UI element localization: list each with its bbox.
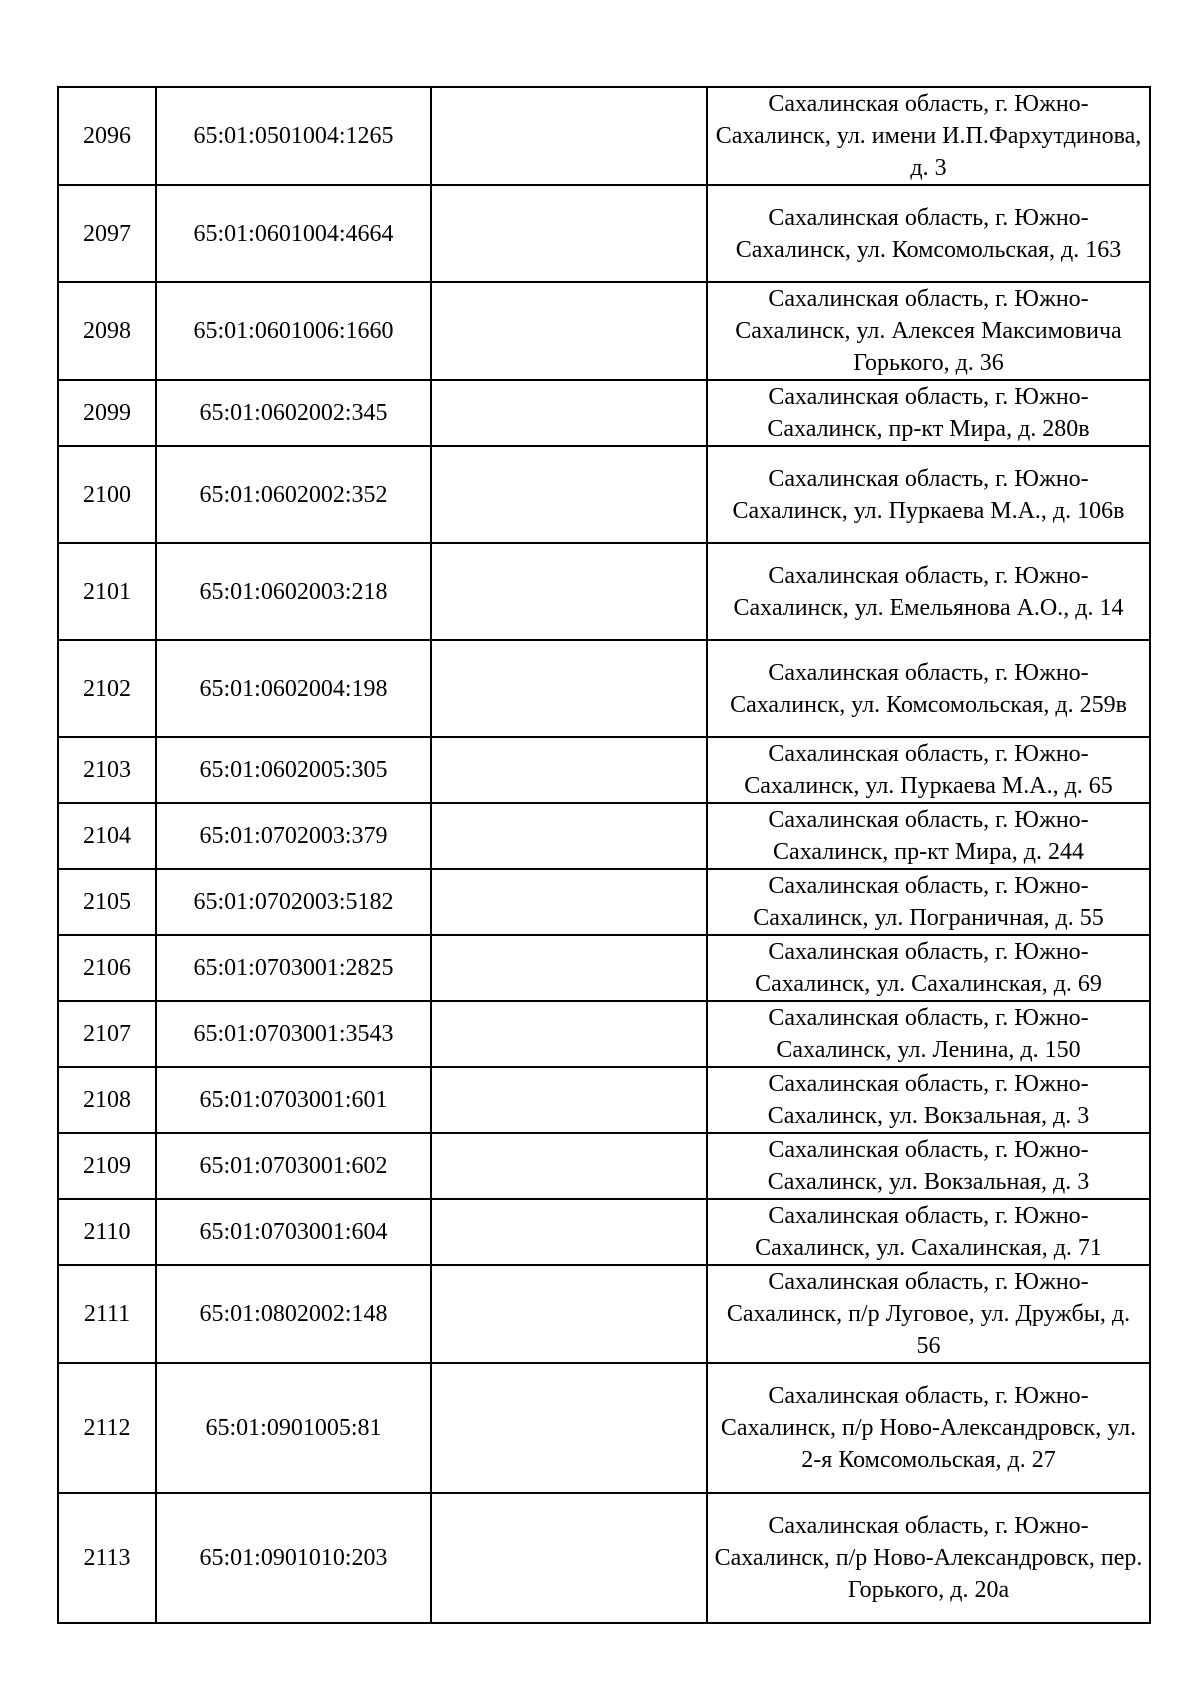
address: Сахалинская область, г. Южно-Сахалинск, п/р Ново-Александровск, пер. Горького, д. 20а (707, 1493, 1150, 1623)
table-row (58, 543, 1150, 640)
row-number: 2097 (58, 185, 156, 282)
address: Сахалинская область, г. Южно-Сахалинск, ул. Комсомольская, д. 163 (707, 185, 1150, 282)
address: Сахалинская область, г. Южно-Сахалинск, пр-кт Мира, д. 244 (707, 803, 1150, 869)
address: Сахалинская область, г. Южно-Сахалинск, ул. Ленина, д. 150 (707, 1001, 1150, 1067)
address: Сахалинская область, г. Южно-Сахалинск, пр-кт Мира, д. 280в (707, 380, 1150, 446)
row-number: 2111 (58, 1265, 156, 1363)
address: Сахалинская область, г. Южно-Сахалинск, ул. имени И.П.Фархутдинова, д. 3 (707, 87, 1150, 185)
cadastral-number: 65:01:0602003:218 (156, 543, 431, 640)
row-number: 2102 (58, 640, 156, 737)
table-row (58, 185, 1150, 282)
table-body (58, 87, 1150, 1623)
address: Сахалинская область, г. Южно-Сахалинск, ул. Вокзальная, д. 3 (707, 1067, 1150, 1133)
cadastral-number: 65:01:0602004:198 (156, 640, 431, 737)
cadastral-number: 65:01:0703001:2825 (156, 935, 431, 1001)
row-number: 2096 (58, 87, 156, 185)
empty-cell (431, 185, 707, 282)
address: Сахалинская область, г. Южно-Сахалинск, ул. Сахалинская, д. 71 (707, 1199, 1150, 1265)
table-row (58, 640, 1150, 737)
row-number: 2104 (58, 803, 156, 869)
cadastral-number: 65:01:0703001:604 (156, 1199, 431, 1265)
address: Сахалинская область, г. Южно-Сахалинск, ул. Пуркаева М.А., д. 106в (707, 446, 1150, 543)
cadastral-number: 65:01:0702003:5182 (156, 869, 431, 935)
address: Сахалинская область, г. Южно-Сахалинск, ул. Сахалинская, д. 69 (707, 935, 1150, 1001)
cadastral-number: 65:01:0501004:1265 (156, 87, 431, 185)
cadastral-number: 65:01:0901010:203 (156, 1493, 431, 1623)
row-number: 2112 (58, 1363, 156, 1493)
row-number: 2101 (58, 543, 156, 640)
table-row (58, 935, 1150, 1001)
table-row (58, 446, 1150, 543)
empty-cell (431, 803, 707, 869)
empty-cell (431, 1199, 707, 1265)
address: Сахалинская область, г. Южно-Сахалинск, ул. Пуркаева М.А., д. 65 (707, 737, 1150, 803)
table-row (58, 1493, 1150, 1623)
empty-cell (431, 869, 707, 935)
address: Сахалинская область, г. Южно-Сахалинск, ул. Емельянова А.О., д. 14 (707, 543, 1150, 640)
address: Сахалинская область, г. Южно-Сахалинск, ул. Пограничная, д. 55 (707, 869, 1150, 935)
table-row (58, 1133, 1150, 1199)
address: Сахалинская область, г. Южно-Сахалинск, ул. Комсомольская, д. 259в (707, 640, 1150, 737)
table-row (58, 1067, 1150, 1133)
cadastral-number: 65:01:0901005:81 (156, 1363, 431, 1493)
cadastral-number: 65:01:0703001:601 (156, 1067, 431, 1133)
empty-cell (431, 1067, 707, 1133)
row-number: 2113 (58, 1493, 156, 1623)
empty-cell (431, 1493, 707, 1623)
row-number: 2106 (58, 935, 156, 1001)
row-number: 2098 (58, 282, 156, 380)
cadastral-number: 65:01:0703001:602 (156, 1133, 431, 1199)
cadastral-number: 65:01:0601006:1660 (156, 282, 431, 380)
cadastral-number: 65:01:0802002:148 (156, 1265, 431, 1363)
table-row (58, 737, 1150, 803)
row-number: 2103 (58, 737, 156, 803)
empty-cell (431, 1133, 707, 1199)
table-row (58, 87, 1150, 185)
table-row (58, 803, 1150, 869)
row-number: 2110 (58, 1199, 156, 1265)
row-number: 2107 (58, 1001, 156, 1067)
cadastral-number: 65:01:0703001:3543 (156, 1001, 431, 1067)
empty-cell (431, 446, 707, 543)
empty-cell (431, 380, 707, 446)
empty-cell (431, 282, 707, 380)
cadastral-number: 65:01:0601004:4664 (156, 185, 431, 282)
row-number: 2100 (58, 446, 156, 543)
table-row (58, 1001, 1150, 1067)
address: Сахалинская область, г. Южно-Сахалинск, ул. Вокзальная, д. 3 (707, 1133, 1150, 1199)
empty-cell (431, 1265, 707, 1363)
row-number: 2105 (58, 869, 156, 935)
cadastral-number: 65:01:0602005:305 (156, 737, 431, 803)
table-row (58, 1199, 1150, 1265)
table-row (58, 380, 1150, 446)
empty-cell (431, 543, 707, 640)
empty-cell (431, 640, 707, 737)
empty-cell (431, 87, 707, 185)
cadastral-number: 65:01:0702003:379 (156, 803, 431, 869)
row-number: 2109 (58, 1133, 156, 1199)
table-row (58, 869, 1150, 935)
cadastral-number: 65:01:0602002:345 (156, 380, 431, 446)
empty-cell (431, 737, 707, 803)
empty-cell (431, 935, 707, 1001)
address: Сахалинская область, г. Южно-Сахалинск, п/р Ново-Александровск, ул. 2-я Комсомольская, д. 27 (707, 1363, 1150, 1493)
cadastral-number: 65:01:0602002:352 (156, 446, 431, 543)
table-row (58, 1265, 1150, 1363)
address: Сахалинская область, г. Южно-Сахалинск, ул. Алексея Максимовича Горького, д. 36 (707, 282, 1150, 380)
table-row (58, 1363, 1150, 1493)
row-number: 2099 (58, 380, 156, 446)
address: Сахалинская область, г. Южно-Сахалинск, п/р Луговое, ул. Дружбы, д. 56 (707, 1265, 1150, 1363)
property-registry-table (57, 86, 1151, 1624)
empty-cell (431, 1363, 707, 1493)
table-row (58, 282, 1150, 380)
row-number: 2108 (58, 1067, 156, 1133)
empty-cell (431, 1001, 707, 1067)
